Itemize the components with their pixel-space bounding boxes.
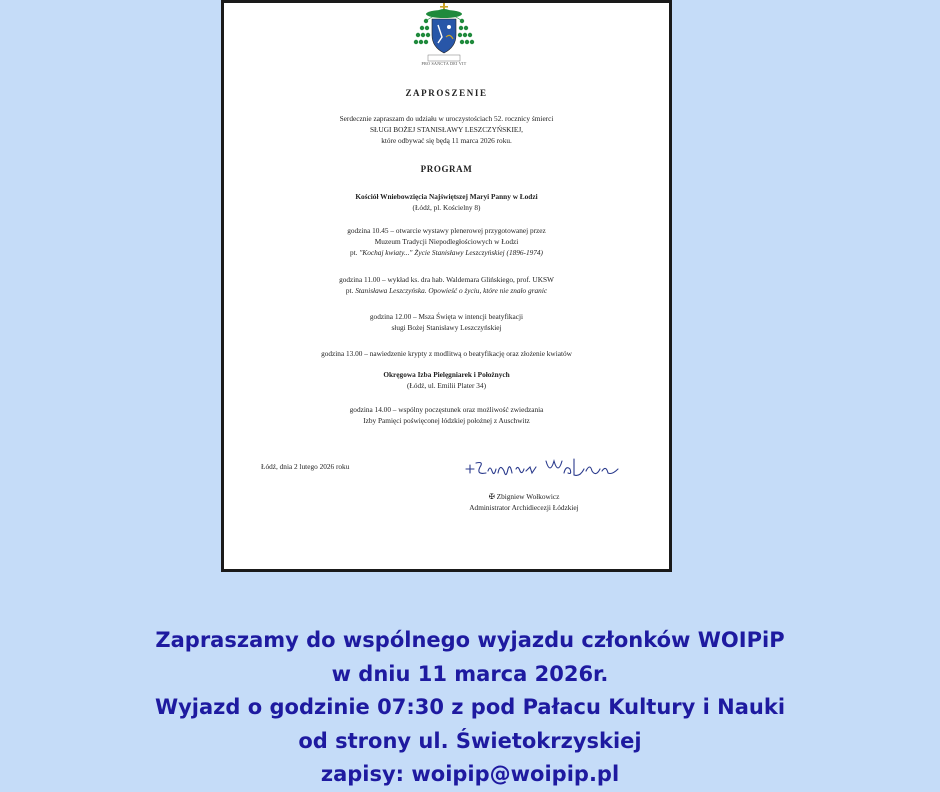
church-name: Kościół Wniebowzięcia Najświętszej Maryi Panny w Łodzi: [355, 192, 538, 201]
announcement-line: Zapraszamy do wspólnego wyjazdu członków WOIPiP: [155, 628, 785, 652]
intro-line: które odbywać się będą 11 marca 2026 roku.: [381, 136, 512, 145]
crest-motto: PRO SANCTA DEI VIT: [421, 61, 467, 66]
intro-line: SŁUGI BOŻEJ STANISŁAWY LESZCZYŃSKIEJ,: [369, 125, 523, 134]
invitation-document: [224, 3, 669, 569]
church-location: [244, 191, 649, 213]
izba-address: (Łódź, ul. Emilii Plater 34): [406, 381, 487, 390]
announcement-line: Wyjazd o godzinie 07:30 z pod Pałacu Kultury i Nauki: [154, 695, 786, 719]
program-item-1300: [244, 348, 649, 359]
program-line: godzina 13.00 – nawiedzenie krypty z modlitwą o beatyfikację oraz złożenie kwiatów: [321, 349, 572, 358]
program-item-1200: [244, 311, 649, 333]
izba-location: [244, 369, 649, 391]
invitation-document-frame: [221, 0, 672, 572]
program-prefix: pt.: [350, 248, 360, 257]
signer-name: ✠ Zbigniew Wołkowicz: [488, 492, 560, 501]
program-line: godzina 10.45 – otwarcie wystawy plenerowej przygotowanej przez: [347, 226, 546, 235]
program-line: godzina 12.00 – Msza Święta w intencji beatyfikacji: [369, 312, 524, 321]
trip-announcement: [0, 624, 940, 792]
exhibition-title: "Kochaj kwiaty..." Życie Stanisławy Leszczyńskiej (1896-1974): [359, 248, 543, 257]
document-date: Łódź, dnia 2 lutego 2026 roku: [261, 462, 350, 471]
program-heading: PROGRAM: [420, 164, 473, 174]
izba-name: Okręgowa Izba Pielęgniarek i Położnych: [383, 370, 510, 379]
program-line: [244, 247, 649, 258]
program-line: Muzeum Tradycji Niepodległościowych w Łodzi: [374, 237, 519, 246]
program-line: sługi Bożej Stanisławy Leszczyńskiej: [391, 323, 502, 332]
program-line: [244, 285, 649, 296]
intro-line: Serdecznie zapraszam do udziału w uroczystościach 52. rocznicy śmierci: [339, 114, 554, 123]
program-item-1045: [244, 225, 649, 258]
announcement-line: od strony ul. Świetokrzyskiej: [298, 728, 642, 753]
program-prefix: pt.: [345, 286, 356, 295]
program-line: godzina 14.00 – wspólny poczęstunek oraz możliwość zwiedzania: [349, 405, 544, 414]
program-item-1100: [244, 274, 649, 296]
handwritten-signature-icon: [462, 455, 624, 483]
church-address: (Łódź, pl. Kościelny 8): [412, 203, 481, 212]
signup-email: zapisy: woipip@woipip.pl: [320, 762, 620, 786]
signer-title: Administrator Archidiecezji Łódzkiej: [469, 503, 579, 512]
announcement-line: w dniu 11 marca 2026r.: [331, 661, 609, 686]
signer-block: [434, 491, 614, 513]
program-line: Izby Pamięci poświęconej łódzkiej położnej z Auschwitz: [363, 416, 530, 425]
program-line: godzina 11.00 – wykład ks. dra hab. Waldemara Glińskiego, prof. UKSW: [339, 275, 554, 284]
intro-paragraph: [244, 113, 649, 146]
lecture-title: Stanisława Leszczyńska. Opowieść o życiu, które nie znało granic: [355, 286, 548, 295]
program-item-1400: [244, 404, 649, 426]
document-title: ZAPROSZENIE: [405, 88, 488, 98]
